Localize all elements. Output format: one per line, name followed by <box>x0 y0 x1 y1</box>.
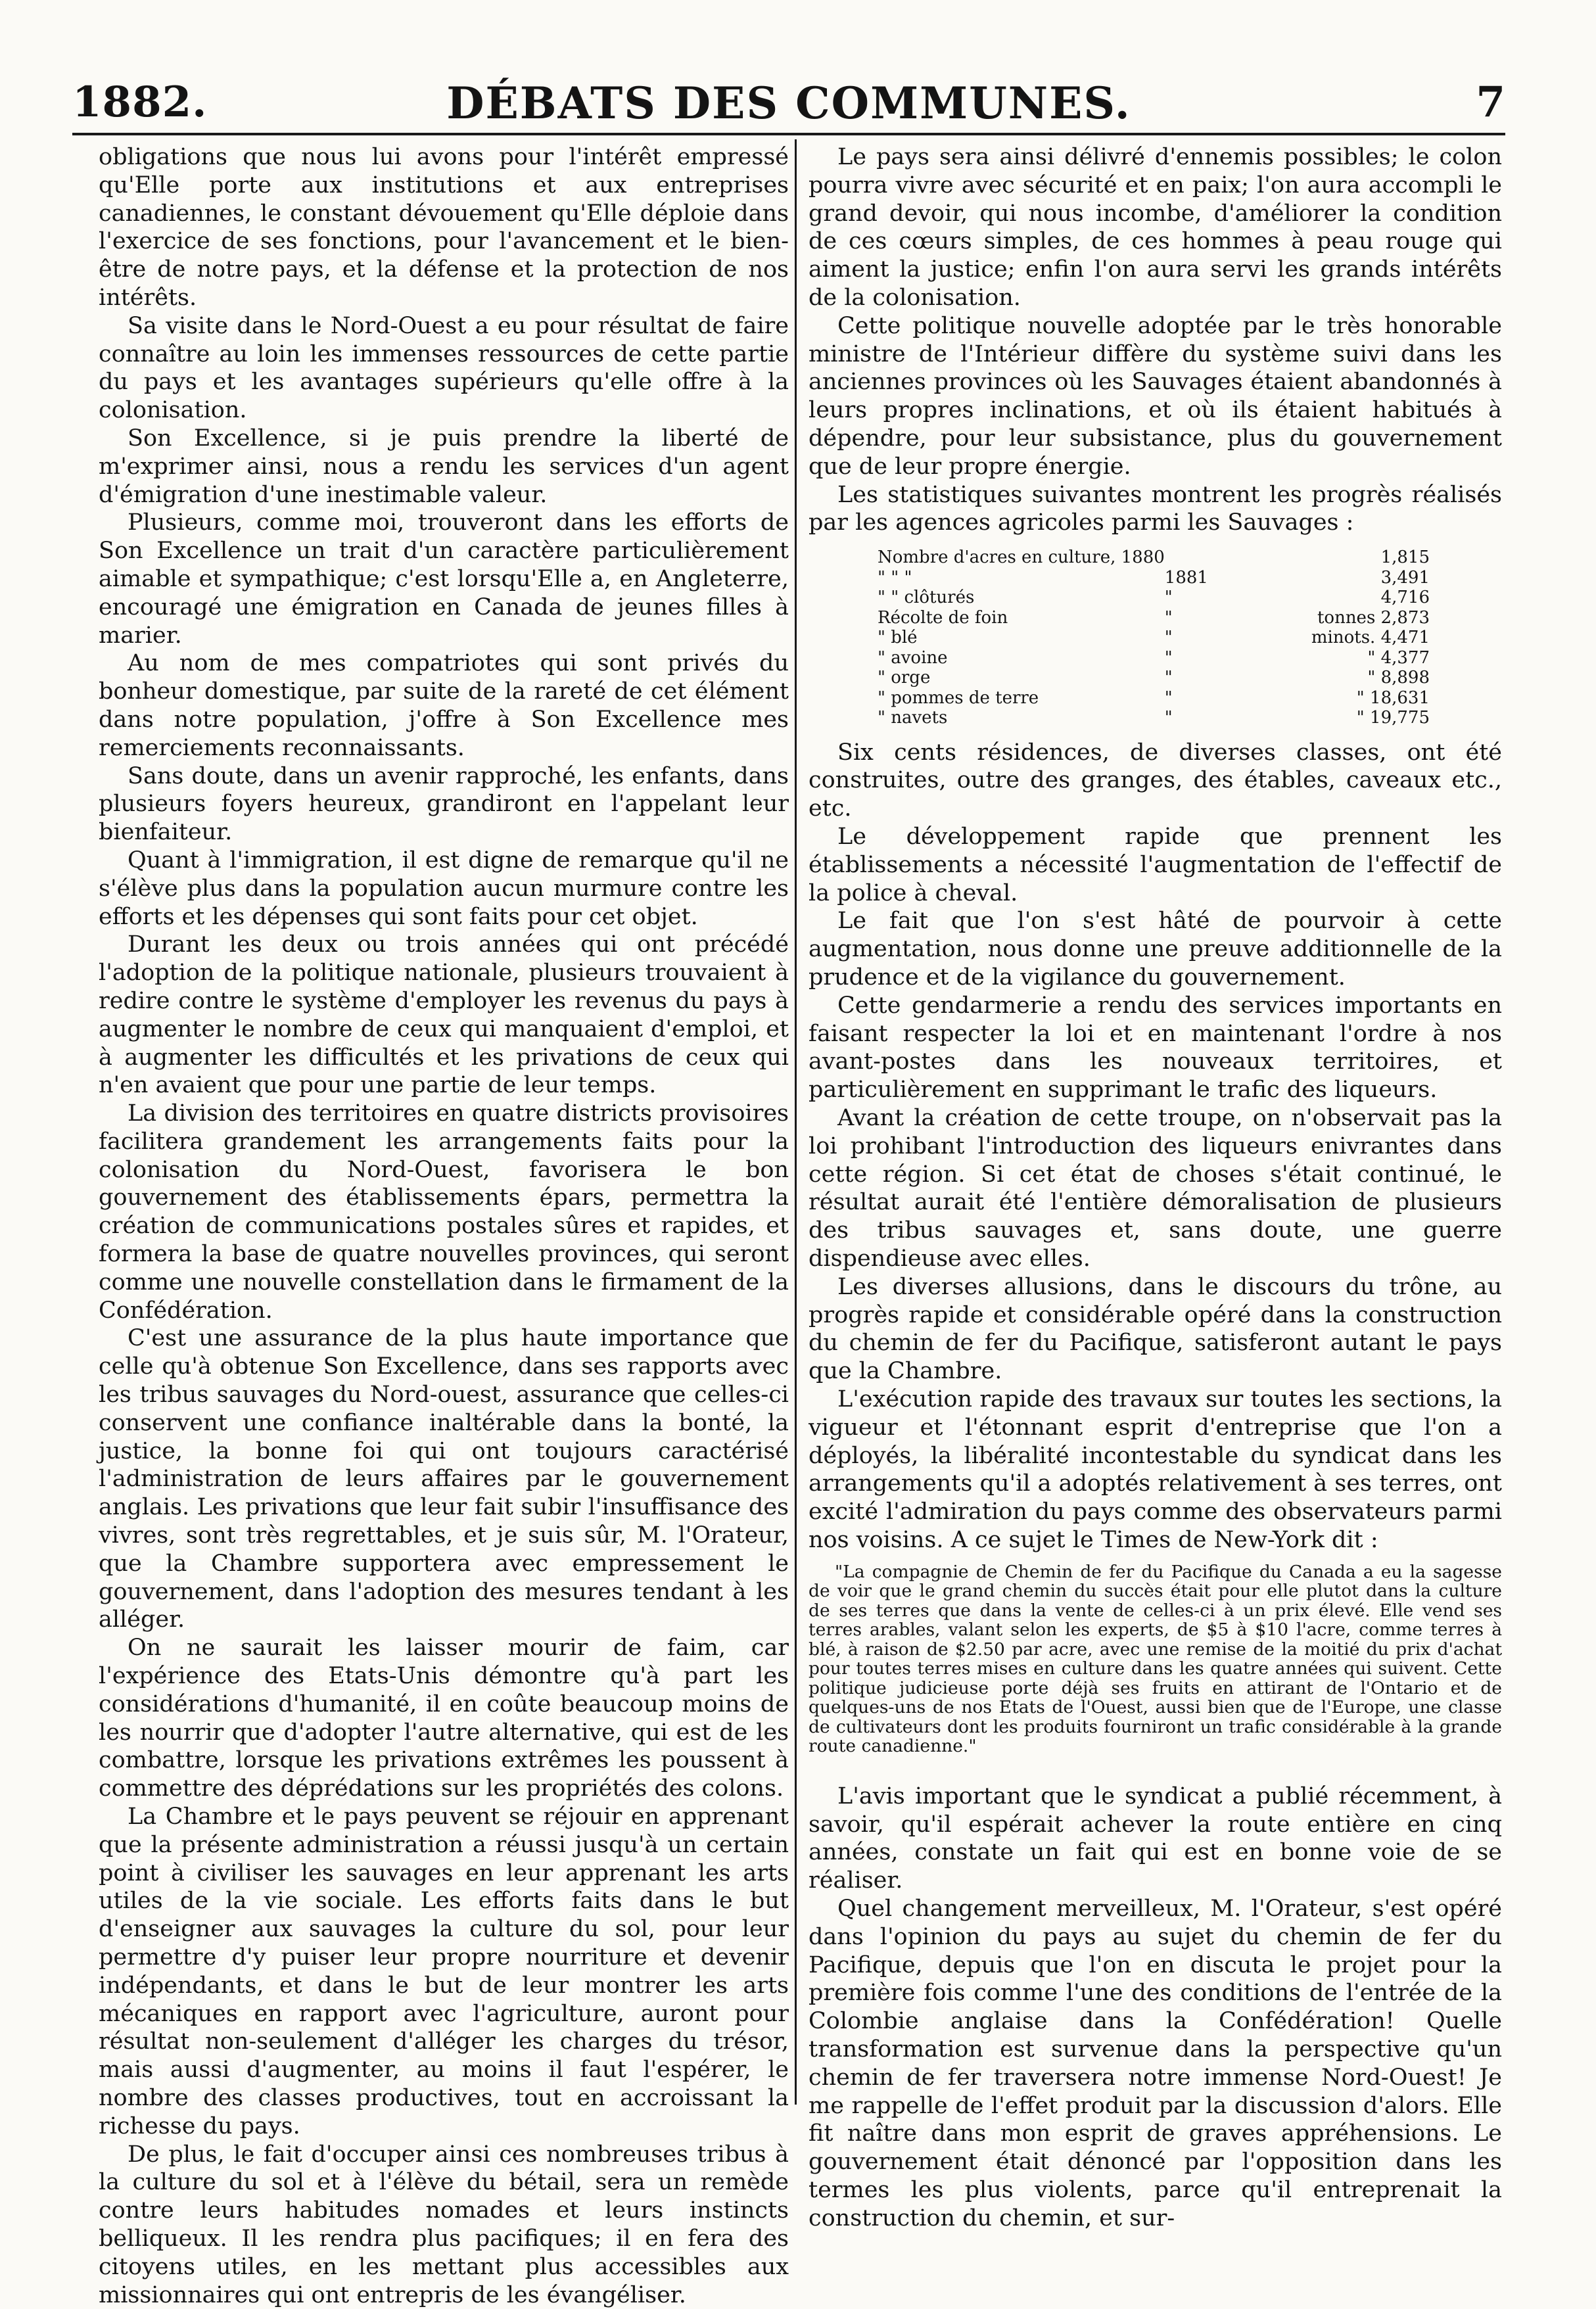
paragraph: obligations que nous lui avons pour l'intérêt empressé qu'Elle porte aux institutions et aux entreprises canadiennes, le constant dévouement qu'Elle déploie dans l'exercice de ses fonctions, pour l'avancement et le bien-être de notre pays, et la défense et la protection de nos intérêts. <box>99 144 789 311</box>
paragraph: Quel changement merveilleux, M. l'Orateur, s'est opéré dans l'opinion du pays au sujet du chemin de fer du Pacifique, depuis que l'on en discuta le projet pour la première fois comme l'une des conditions de l'entrée de la Colombie anglaise dans la Confédération! Quelle transformation est survenue dans la perspective qu'un chemin de fer traversera notre immense Nord-Ouest! Je me rappelle de l'effet produit par la discussion d'alors. Elle fit naître dans mon esprit de graves appréhensions. Le gouvernement était dénoncé par l'opposition dans les termes les plus violents, parce qu'il entreprenait la construction du chemin, et sur- <box>809 1895 1502 2231</box>
row-year: " <box>1164 668 1173 688</box>
row-label: " " " <box>878 567 912 588</box>
table-row <box>878 688 1430 709</box>
paragraph: Son Excellence, si je puis prendre la liberté de m'exprimer ainsi, nous a rendu les services d'un agent d'émigration d'une inestimable valeur. <box>99 425 789 508</box>
row-value: " 18,631 <box>1356 688 1430 708</box>
table-row <box>878 708 1430 728</box>
row-year: 1881 <box>1164 567 1208 588</box>
paragraph: Le pays sera ainsi délivré d'ennemis possibles; le colon pourra vivre avec sécurité et en paix; l'on aura accompli le grand devoir, qui nous incombe, d'améliorer la condition de ces cœurs simples, de ces hommes à peau rouge qui aiment la justice; enfin l'on aura servi les grands intérêts de la colonisation. <box>809 144 1502 311</box>
row-label: " " clôturés <box>878 588 975 608</box>
paragraph: Plusieurs, comme moi, trouveront dans les efforts de Son Excellence un trait d'un caractère particulièrement aimable et sympathique; c'est lorsqu'Elle a, en Angleterre, encouragé une émigration en Canada de jeunes filles à marier. <box>99 509 789 649</box>
row-label: " blé <box>878 628 918 648</box>
row-year: " <box>1164 647 1173 668</box>
paragraph: Les diverses allusions, dans le discours du trône, au progrès rapide et considérable opéré dans la construction du chemin de fer du Pacifique, satisferont autant le pays que la Chambre. <box>809 1273 1502 1385</box>
row-year: " <box>1164 607 1173 628</box>
paragraph: La Chambre et le pays peuvent se réjouir en apprenant que la présente administration a réussi jusqu'à un certain point à civiliser les sauvages en leur apprenant les arts utiles de la vie sociale. Les efforts faits dans le but d'enseigner aux sauvages la culture du sol, pour leur permettre d'y puiser leur propre nourriture et devenir indépendants, et dans le but de leur montrer les arts mécaniques en rapport avec l'agriculture, auront pour résultat non-seulement d'alléger les charges du trésor, mais aussi d'augmenter, au moins il faut l'espérer, le nombre des classes productives, tout en accroissant la richesse du pays. <box>99 1804 789 2139</box>
paragraph: On ne saurait les laisser mourir de faim, car l'expérience des Etats-Unis démontre qu'à part les considérations d'humanité, il en coûte beaucoup moins de les nourrir que d'adopter l'autre alternative, qui est de les combattre, lorsque les privations extrêmes les poussent à commettre des déprédations sur les propriétés des colons. <box>99 1635 789 1802</box>
row-value: minots. 4,471 <box>1311 628 1430 648</box>
page-header <box>72 78 1505 130</box>
paragraph: Avant la création de cette troupe, on n'observait pas la loi prohibant l'introduction des liqueurs enivrantes dans cette région. Si cet état de choses s'était continué, le résultat aurait été l'entière démoralisation de plusieurs des tribus sauvages et, sans doute, une guerre dispendieuse avec elles. <box>809 1105 1502 1272</box>
row-value: 1,815 <box>1380 548 1430 568</box>
paragraph: L'avis important que le syndicat a publié récemment, à savoir, qu'il espérait achever la route entière en cinq années, constate un fait qui est en bonne voie de se réaliser. <box>809 1783 1502 1894</box>
column-divider <box>795 139 797 2105</box>
row-value: tonnes 2,873 <box>1317 607 1430 628</box>
times-quote: "La compagnie de Chemin de fer du Pacifique du Canada a eu la sagesse de voir que le grand chemin du succès était pour elle plutot dans la culture de ses terres que dans la vente de celles-ci à un prix élevé. Elle vend ses terres arables, valant selon les experts, de $5 à $10 l'acre, comme terres à blé, à raison de $2.50 par acre, avec une remise de la moitié du prix d'achat pour toutes terres mises en culture dans les quatre années qui suivent. Cette politique judicieuse porte déjà ses fruits en attirant de l'Ontario et de quelques-uns de nos Etats de l'Ouest, aussi bien que de l'Europe, une classe de cultivateurs dont les produits fourniront un trafic considérable à la grande route canadienne." <box>809 1561 1502 1757</box>
row-label: Récolte de foin <box>878 607 1008 628</box>
header-year: 1882. <box>72 78 208 127</box>
row-value: 4,716 <box>1380 588 1430 608</box>
row-year <box>1165 548 1311 568</box>
paragraph: Quant à l'immigration, il est digne de remarque qu'il ne s'élève plus dans la population aucun murmure contre les efforts et les dépenses qui sont faits pour cet objet. <box>99 847 789 930</box>
row-value: " 4,377 <box>1367 647 1430 668</box>
paragraph: L'exécution rapide des travaux sur toutes les sections, la vigueur et l'étonnant esprit d'entreprise que l'on a déployés, la libéralité incontestable du syndicat dans les arrangements qu'il a adoptés relativement à ses terres, ont excité l'admiration du pays comme des observateurs parmi nos voisins. A ce sujet le Times de New-York dit : <box>809 1386 1502 1553</box>
row-value: " 19,775 <box>1356 708 1430 728</box>
paragraph: Cette politique nouvelle adoptée par le très honorable ministre de l'Intérieur diffère du système suivi dans les anciennes provinces où les Sauvages étaient abandonnés à leurs propres inclinations, et où ils étaient habitués à dépendre, pour leur subsistance, plus du gouvernement que de leur propre énergie. <box>809 312 1502 480</box>
paragraph: Le développement rapide que prennent les établissements a nécessité l'augmentation de l'effectif de la police à cheval. <box>809 824 1502 906</box>
statistics-table <box>878 548 1430 728</box>
row-year: " <box>1164 708 1173 728</box>
row-value: 3,491 <box>1380 567 1430 588</box>
paragraph: Six cents résidences, de diverses classes, ont été construites, outre des granges, des étables, caveaux etc., etc. <box>809 739 1502 822</box>
row-label: Nombre d'acres en culture, 1880 <box>878 548 1165 568</box>
table-row <box>878 608 1430 628</box>
paragraph: Les statistiques suivantes montrent les progrès réalisés par les agences agricoles parmi les Sauvages : <box>809 481 1502 536</box>
page-number: 7 <box>1476 78 1505 127</box>
paragraph: De plus, le fait d'occuper ainsi ces nombreuses tribus à la culture du sol et à l'élève du bétail, sera un remède contre leurs habitudes nomades et leurs instincts belliqueux. Il les rendra plus pacifiques; il en fera des citoyens utiles, en les mettant plus accessibles aux missionnaires qui ont entrepris de les évangéliser. <box>99 2141 789 2308</box>
paragraph: Durant les deux ou trois années qui ont précédé l'adoption de la politique nationale, plusieurs trouvaient à redire contre le système d'employer les revenus du pays à augmenter le nombre de ceux qui manquaient d'emploi, et à augmenter les difficultés et les privations de ceux qui n'en avaient que pour une partie de leur temps. <box>99 931 789 1099</box>
paragraph: Au nom de mes compatriotes qui sont privés du bonheur domestique, par suite de la rareté de cet élément dans notre population, j'offre à Son Excellence mes remerciements reconnaissants. <box>99 650 789 761</box>
row-year: " <box>1164 588 1173 608</box>
table-row <box>878 588 1430 608</box>
row-label: " avoine <box>878 647 948 668</box>
row-year: " <box>1164 688 1173 708</box>
row-value: " 8,898 <box>1367 668 1430 688</box>
right-column <box>809 143 1502 2233</box>
row-year: " <box>1164 628 1173 648</box>
left-column <box>99 143 789 2309</box>
row-label: " orge <box>878 668 931 688</box>
row-label: " pommes de terre <box>878 688 1039 708</box>
paragraph: Le fait que l'on s'est hâté de pourvoir à cette augmentation, nous donne une preuve additionnelle de la prudence et de la vigilance du gouvernement. <box>809 908 1502 991</box>
paragraph: Cette gendarmerie a rendu des services importants en faisant respecter la loi et en maintenant l'ordre à nos avant-postes dans les nouveaux territoires, et particulièrement en supprimant le trafic des liqueurs. <box>809 992 1502 1104</box>
paragraph: La division des territoires en quatre districts provisoires facilitera grandement les arrangements faits pour la colonisation du Nord-Ouest, favorisera le bon gouvernement des établissements épars, permettra la création de communications postales sûres et rapides, et formera la base de quatre nouvelles provinces, qui seront comme une nouvelle constellation dans le firmament de la Confédération. <box>99 1100 789 1324</box>
table-row <box>878 668 1430 688</box>
table-row <box>878 548 1430 568</box>
header-rule <box>72 133 1505 135</box>
table-row <box>878 568 1430 588</box>
table-row <box>878 648 1430 668</box>
row-label: " navets <box>878 708 948 728</box>
paragraph: Sans doute, dans un avenir rapproché, les enfants, dans plusieurs foyers heureux, grandiront en l'appelant leur bienfaiteur. <box>99 762 789 846</box>
header-title: DÉBATS DES COMMUNES. <box>446 78 1131 129</box>
table-row <box>878 628 1430 648</box>
paragraph: C'est une assurance de la plus haute importance que celle qu'à obtenue Son Excellence, dans ses rapports avec les tribus sauvages du Nord-ouest, assurance que celles-ci conservent une confiance inaltérable dans la bonté, la justice, la bonne foi qui ont toujours caractérisé l'administration de leurs affaires par le gouvernement anglais. Les privations que leur fait subir l'insuffisance des vivres, sont très regrettables, et je suis sûr, M. l'Orateur, que la Chambre supportera avec empressement le gouvernement, dans l'adoption des mesures tendant à les alléger. <box>99 1325 789 1633</box>
paragraph: Sa visite dans le Nord-Ouest a eu pour résultat de faire connaître au loin les immenses ressources de cette partie du pays et les avantages supérieurs qu'elle offre à la colonisation. <box>99 312 789 424</box>
